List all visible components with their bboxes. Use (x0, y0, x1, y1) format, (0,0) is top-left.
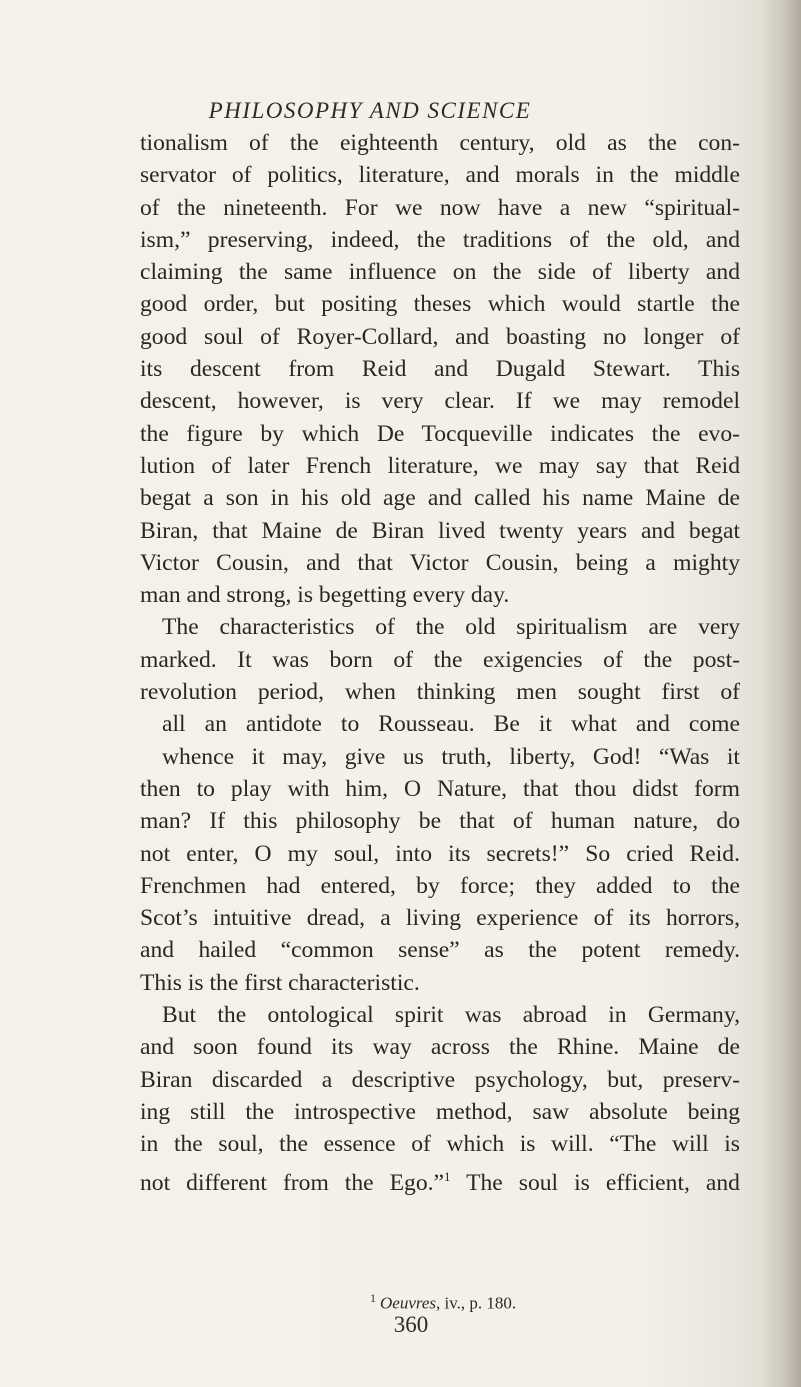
footnote (370, 1291, 516, 1314)
page-number: 360 (393, 1312, 429, 1337)
footnote-reference: 1 (444, 1168, 451, 1184)
text-line: Biran discarded a descriptive psychology, but, preserv- (140, 1066, 740, 1093)
text-line: claiming the same influence on the side of liberty and (140, 259, 740, 286)
text-line: whence it may, give us truth, liberty, God! “Was it (162, 743, 740, 770)
text-line: servator of politics, literature, and morals in the middle (140, 162, 740, 189)
text-line: all an antidote to Rousseau. Be it what and come (162, 711, 740, 738)
text-line: and soon found its way across the Rhine. Maine de (140, 1034, 740, 1061)
text-line: good soul of Royer-Collard, and boasting no longer of (140, 323, 740, 350)
text-line: descent, however, is very clear. If we may remodel (140, 388, 740, 415)
text-line: the figure by which De Tocqueville indicates the evo- (140, 420, 740, 447)
text-line: But the ontological spirit was abroad in Germany, (162, 1002, 740, 1029)
text-line: good order, but positing theses which would startle the (140, 291, 740, 318)
text-line: ism,” preserving, indeed, the traditions of the old, and (140, 226, 740, 253)
running-head: PHILOSOPHY AND SCIENCE (208, 98, 532, 123)
text-line: marked. It was born of the exigencies of the post- (140, 646, 740, 673)
text-line: then to play with him, O Nature, that thou didst form (140, 775, 740, 802)
text-line: tionalism of the eighteenth century, old as the con- (140, 130, 740, 156)
text-line: in the soul, the essence of which is will. “The will is (140, 1131, 740, 1158)
text-line: begat a son in his old age and called his name Maine de (140, 485, 740, 512)
page-edge-shadow (761, 0, 801, 1387)
body-text (140, 127, 740, 1199)
text-line: Biran, that Maine de Biran lived twenty years and begat (140, 517, 740, 544)
text-line-part: not different from the Ego.” (140, 1169, 445, 1196)
text-line: and hailed “common sense” as the potent remedy. (140, 937, 740, 964)
text-line: ing still the introspective method, saw absolute being (140, 1098, 740, 1125)
text-line-part: The soul is efficient, and (466, 1169, 740, 1196)
text-line: Victor Cousin, and that Victor Cousin, being a mighty (140, 549, 740, 576)
footnote-mark: 1 (370, 1291, 376, 1305)
text-line: not enter, O my soul, into its secrets!” So cried Reid. (140, 840, 740, 867)
text-line: of the nineteenth. For we now have a new “spiritual- (140, 194, 740, 221)
text-line: This is the first characteristic. (140, 969, 420, 996)
footnote-citation: , iv., p. 180. (436, 1293, 517, 1313)
text-line: man? If this philosophy be that of human nature, do (140, 808, 740, 835)
text-line: The characteristics of the old spiritualism are very (162, 614, 740, 641)
text-line: its descent from Reid and Dugald Stewart. This (140, 356, 740, 383)
text-line: Scot’s intuitive dread, a living experience of its horrors, (140, 905, 740, 932)
text-line: man and strong, is begetting every day. (140, 582, 510, 609)
text-line (140, 1161, 740, 1199)
footnote-work-title: Oeuvres (380, 1293, 437, 1313)
text-line: revolution period, when thinking men sought first of (140, 679, 740, 706)
text-line: Frenchmen had entered, by force; they added to the (140, 872, 740, 899)
text-line: lution of later French literature, we may say that Reid (140, 452, 740, 479)
